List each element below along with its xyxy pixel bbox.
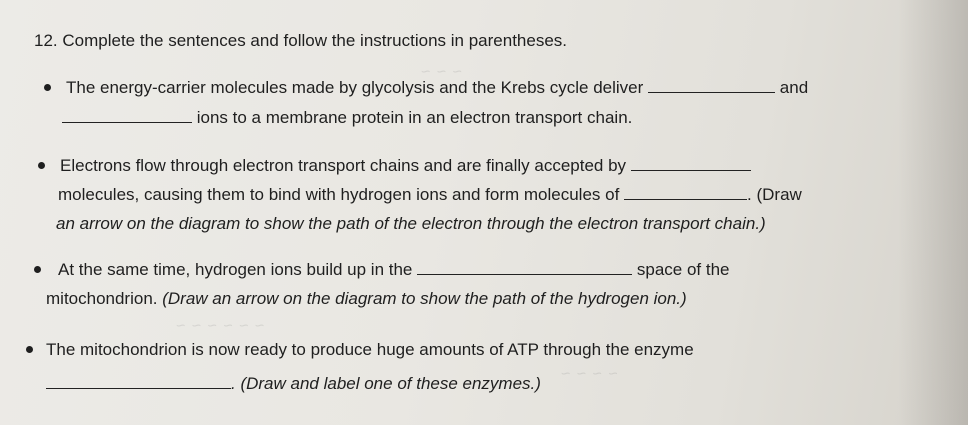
item-4-line-1	[46, 340, 694, 360]
item-2-text: Electrons flow through electron transport chains and are finally accepted by	[60, 156, 627, 175]
item-4-line-2	[46, 374, 541, 394]
item-2-after: . (Draw	[747, 185, 802, 204]
item-3-line-2	[46, 289, 687, 309]
bleed-through-text: ~ ~ ~ ~	[560, 366, 618, 383]
item-1-line-2	[62, 108, 632, 128]
answer-blank-6[interactable]	[46, 376, 231, 389]
item-1-line-1	[66, 78, 808, 98]
bullet-1	[44, 84, 51, 91]
bleed-through-text: ~ ~ ~	[420, 64, 462, 81]
question-prompt: Complete the sentences and follow the instructions in parentheses.	[62, 31, 568, 50]
item-4-after: . (Draw and label one of these enzymes.)	[231, 374, 541, 393]
answer-blank-5[interactable]	[417, 262, 632, 275]
item-1-text-2: ions to a membrane protein in an electron transport chain.	[196, 108, 633, 127]
item-2-line-1	[60, 156, 751, 176]
item-4-text: The mitochondrion is now ready to produce huge amounts of ATP through the enzyme	[46, 340, 694, 359]
question-number: 12.	[34, 31, 58, 50]
answer-blank-3[interactable]	[631, 158, 751, 171]
item-1-after: and	[779, 78, 809, 97]
question-heading	[34, 31, 567, 51]
item-3-text-2: mitochondrion. (Draw an arrow on the diagram to show the path of the hydrogen ion.)	[46, 289, 687, 308]
bullet-3	[34, 266, 41, 273]
answer-blank-2[interactable]	[62, 110, 192, 123]
item-2-line-2	[58, 185, 802, 205]
item-2-text-2: molecules, causing them to bind with hydrogen ions and form molecules of	[58, 185, 620, 204]
item-2-line-3: an arrow on the diagram to show the path of the electron through the electron transport chain.)	[56, 214, 766, 233]
bullet-4	[26, 346, 33, 353]
item-3-after: space of the	[636, 260, 730, 279]
answer-blank-4[interactable]	[624, 187, 747, 200]
answer-blank-1[interactable]	[648, 80, 775, 93]
item-3-text: At the same time, hydrogen ions build up in the	[58, 260, 413, 279]
page-edge-shadow	[898, 0, 968, 425]
item-3-line-1	[58, 260, 729, 280]
bleed-through-text: ~ ~ ~ ~ ~ ~	[175, 318, 265, 335]
item-1-text: The energy-carrier molecules made by glycolysis and the Krebs cycle deliver	[66, 78, 644, 97]
bullet-2	[38, 162, 45, 169]
